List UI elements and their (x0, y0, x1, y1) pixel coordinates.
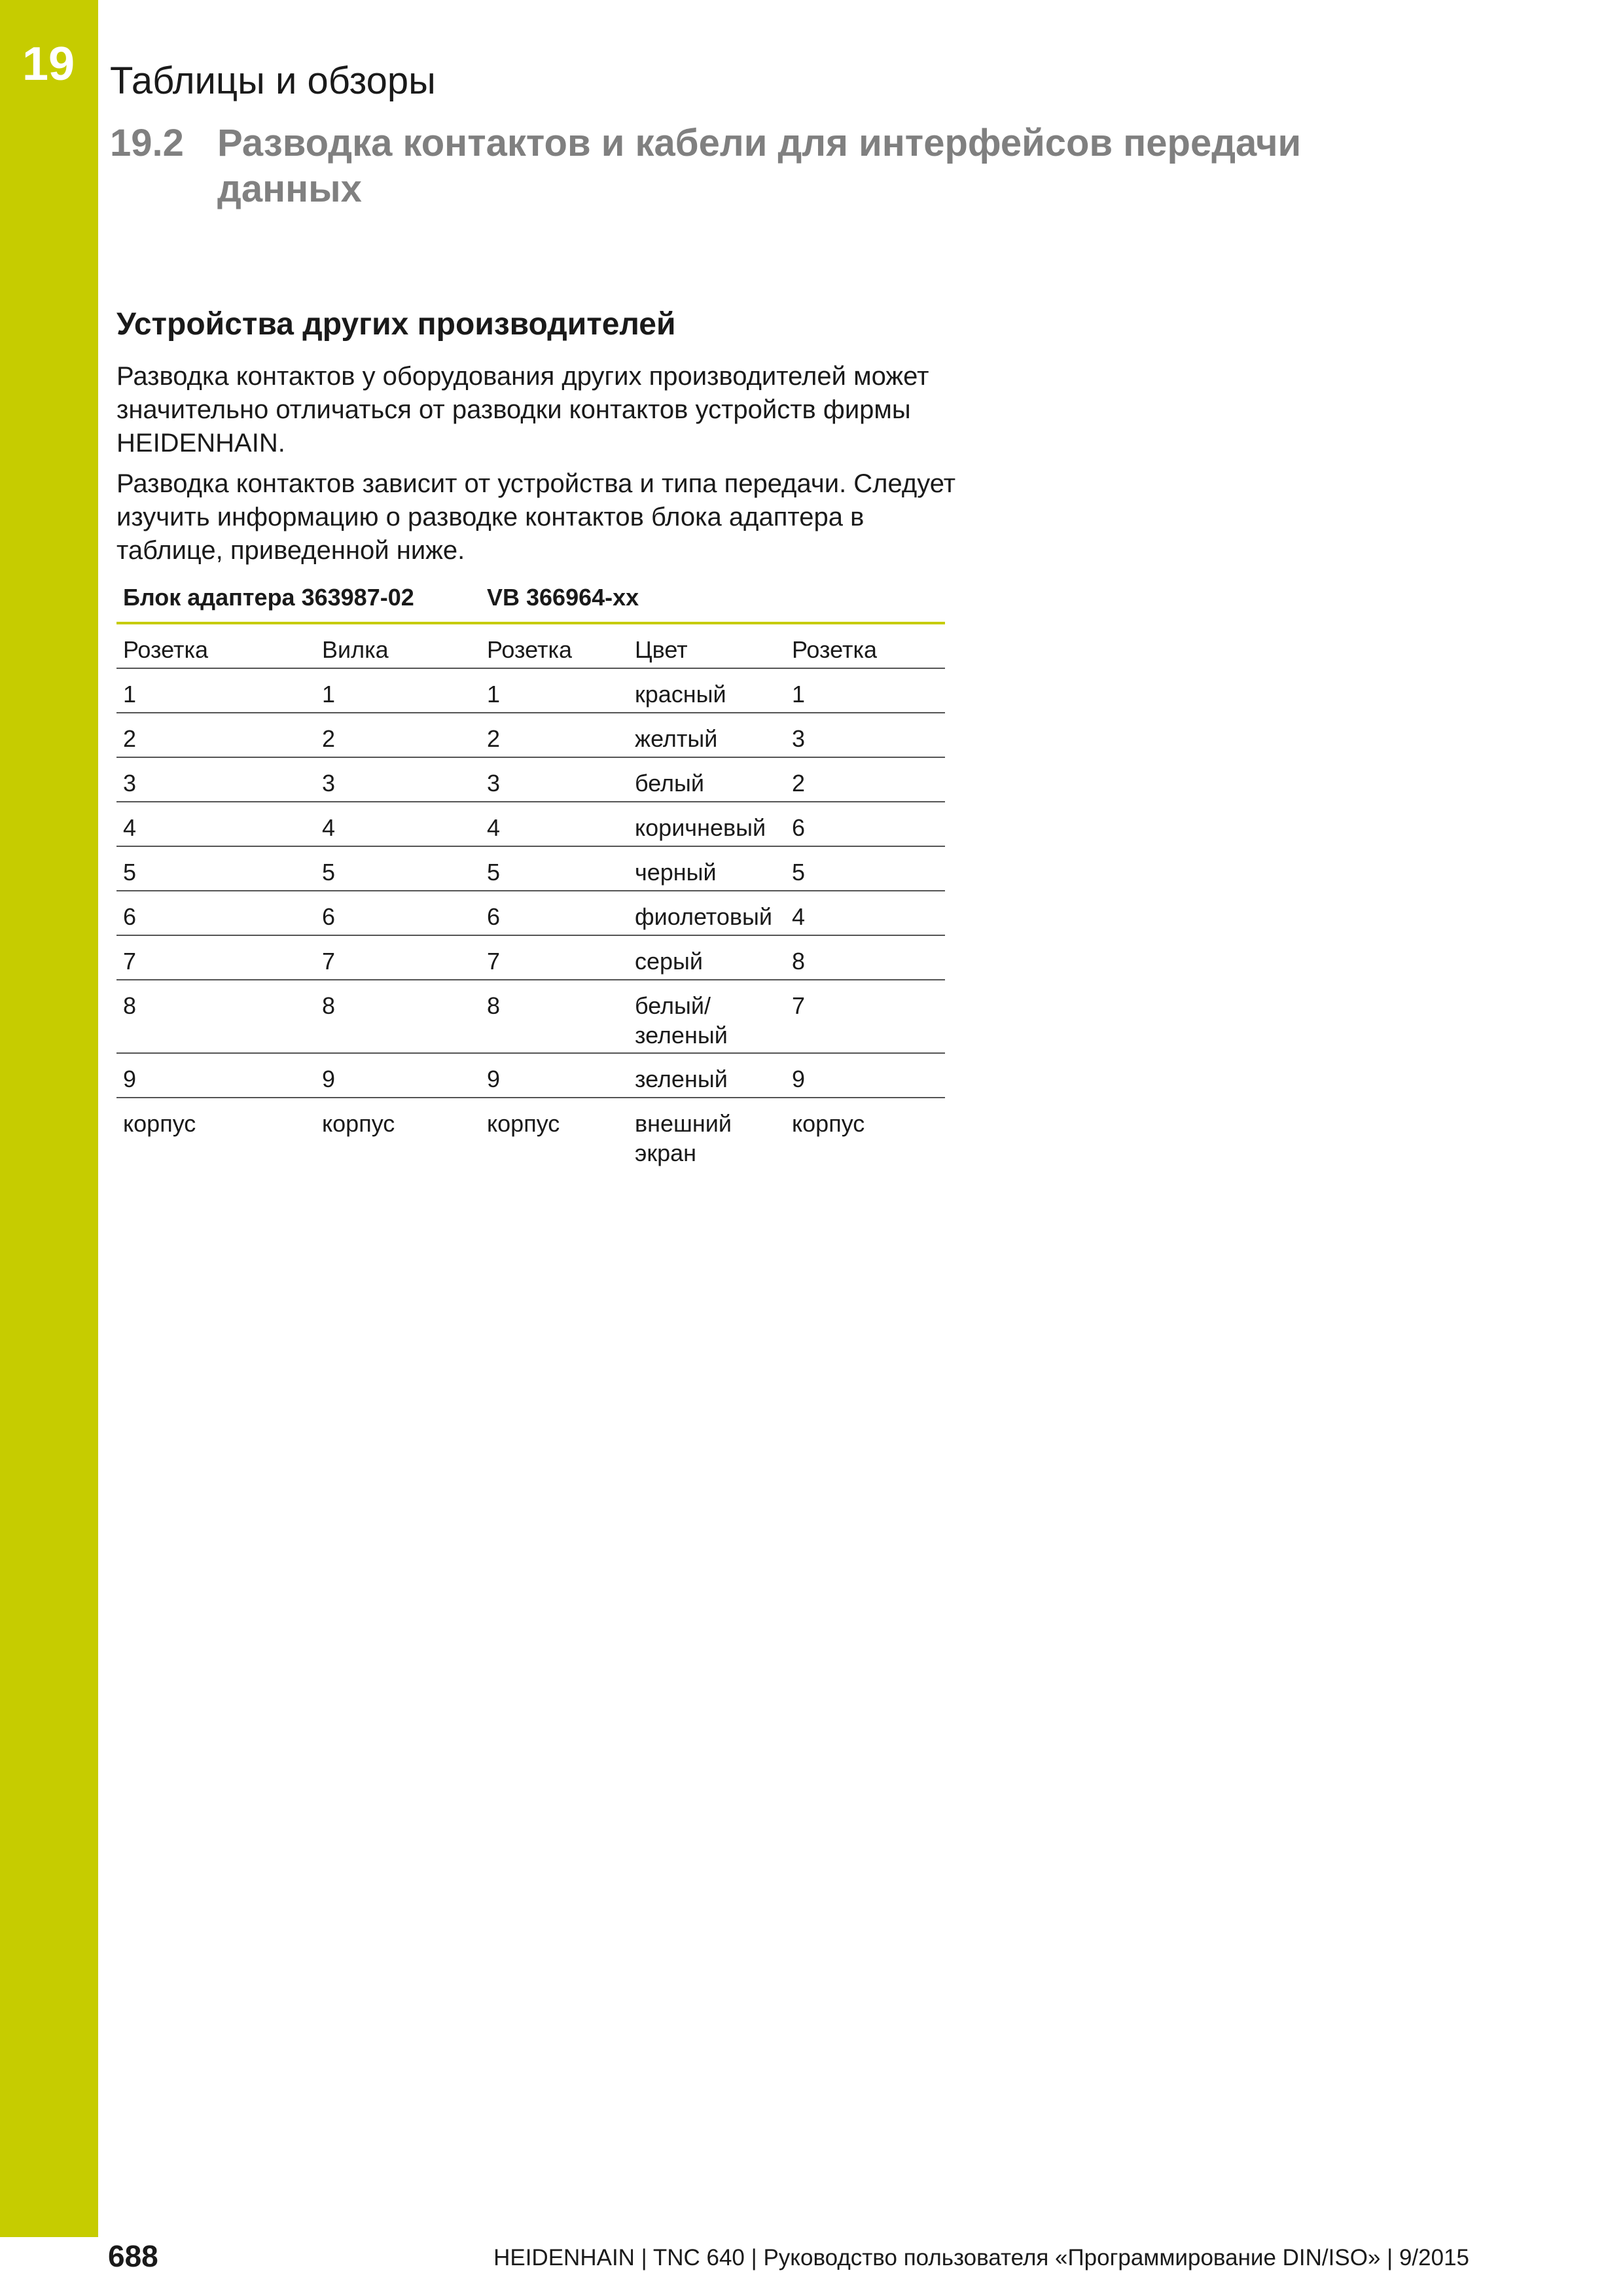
table-cell: 2 (792, 770, 806, 797)
table-row (116, 1054, 945, 1098)
table-row (116, 713, 945, 758)
table-cell: 7 (487, 948, 501, 975)
table-cell: 5 (322, 859, 336, 886)
column-header: Цвет (635, 636, 688, 663)
section-title: Разводка контактов и кабели для интерфейсов передачи данных (217, 122, 1302, 210)
table-cell: 6 (487, 903, 501, 930)
table-cell: фиолетовый (635, 903, 773, 930)
table-row (116, 936, 945, 980)
table-cell: 4 (487, 814, 501, 841)
table-cell: 3 (487, 770, 501, 797)
table-cell: 2 (487, 725, 501, 752)
table-cell: 6 (792, 814, 806, 841)
table-row (116, 847, 945, 891)
table-cell: 6 (123, 903, 137, 930)
table-cell: 1 (487, 681, 501, 708)
table-cell: 4 (322, 814, 336, 841)
table-cell: красный (635, 681, 726, 708)
column-header: Розетка (487, 636, 573, 663)
table-cell: 7 (322, 948, 336, 975)
table-row (116, 980, 945, 1054)
table-cell: белый (635, 770, 705, 797)
table-cell: 8 (487, 992, 501, 1019)
table-row (116, 891, 945, 936)
table-cell: белый/ зеленый (635, 992, 728, 1049)
table-cell: 3 (123, 770, 137, 797)
table-row (116, 1098, 945, 1170)
table-cell: внешний экран (635, 1110, 732, 1166)
page-number: 688 (108, 2239, 158, 2273)
table-cell: 6 (322, 903, 336, 930)
table-cell: корпус (487, 1110, 560, 1137)
group-header-adapter-block: Блок адаптера 363987-02 (123, 584, 414, 611)
pin-assignment-table (116, 576, 945, 1170)
table-cell: желтый (635, 725, 718, 752)
table-cell: 9 (123, 1066, 137, 1092)
table-cell: 2 (123, 725, 137, 752)
table-cell: 7 (123, 948, 137, 975)
column-header: Вилка (322, 636, 389, 663)
table-cell: черный (635, 859, 717, 886)
table-cell: 7 (792, 992, 806, 1019)
group-header-cable: VB 366964-xx (487, 584, 639, 611)
table-column-header (116, 624, 945, 669)
table-cell: коричневый (635, 814, 766, 841)
table-cell: 8 (792, 948, 806, 975)
table-row (116, 669, 945, 713)
column-header: Розетка (123, 636, 209, 663)
table-cell: 5 (792, 859, 806, 886)
subsection-title: Устройства других производителей (116, 307, 676, 342)
section-number: 19.2 (110, 122, 184, 164)
table-cell: 1 (123, 681, 137, 708)
table-cell: 9 (322, 1066, 336, 1092)
table-row (116, 758, 945, 802)
chapter-number: 19 (22, 38, 75, 90)
column-header: Розетка (792, 636, 878, 663)
table-cell: 4 (792, 903, 806, 930)
table-cell: серый (635, 948, 704, 975)
table-cell: 1 (322, 681, 336, 708)
table-row (116, 802, 945, 847)
table-cell: 9 (487, 1066, 501, 1092)
table-cell: зеленый (635, 1066, 728, 1092)
paragraph-intro: Разводка контактов у оборудования других производителей может значительно отличаться от разводки контактов устройств фирмы HEIDENHAIN. (116, 362, 929, 457)
chapter-side-bar (0, 0, 98, 2237)
table-cell: 5 (123, 859, 137, 886)
table-cell: 1 (792, 681, 806, 708)
table-group-header (116, 576, 945, 624)
table-cell: 5 (487, 859, 501, 886)
table-cell: корпус (792, 1110, 865, 1137)
paragraph-instructions: Разводка контактов зависит от устройства и типа передачи. Следует изучить информацию о разводке контактов блока адаптера в таблице, приведенной ниже. (116, 469, 956, 565)
table-cell: 4 (123, 814, 137, 841)
table-cell: 2 (322, 725, 336, 752)
chapter-title: Таблицы и обзоры (110, 60, 436, 102)
table-cell: 3 (792, 725, 806, 752)
table-cell: корпус (123, 1110, 196, 1137)
table-cell: 9 (792, 1066, 806, 1092)
footer-text: HEIDENHAIN | TNC 640 | Руководство пользователя «Программирование DIN/ISO» | 9/2015 (493, 2245, 1469, 2270)
table-cell: 8 (322, 992, 336, 1019)
table-cell: корпус (322, 1110, 395, 1137)
table-cell: 3 (322, 770, 336, 797)
table-cell: 8 (123, 992, 137, 1019)
